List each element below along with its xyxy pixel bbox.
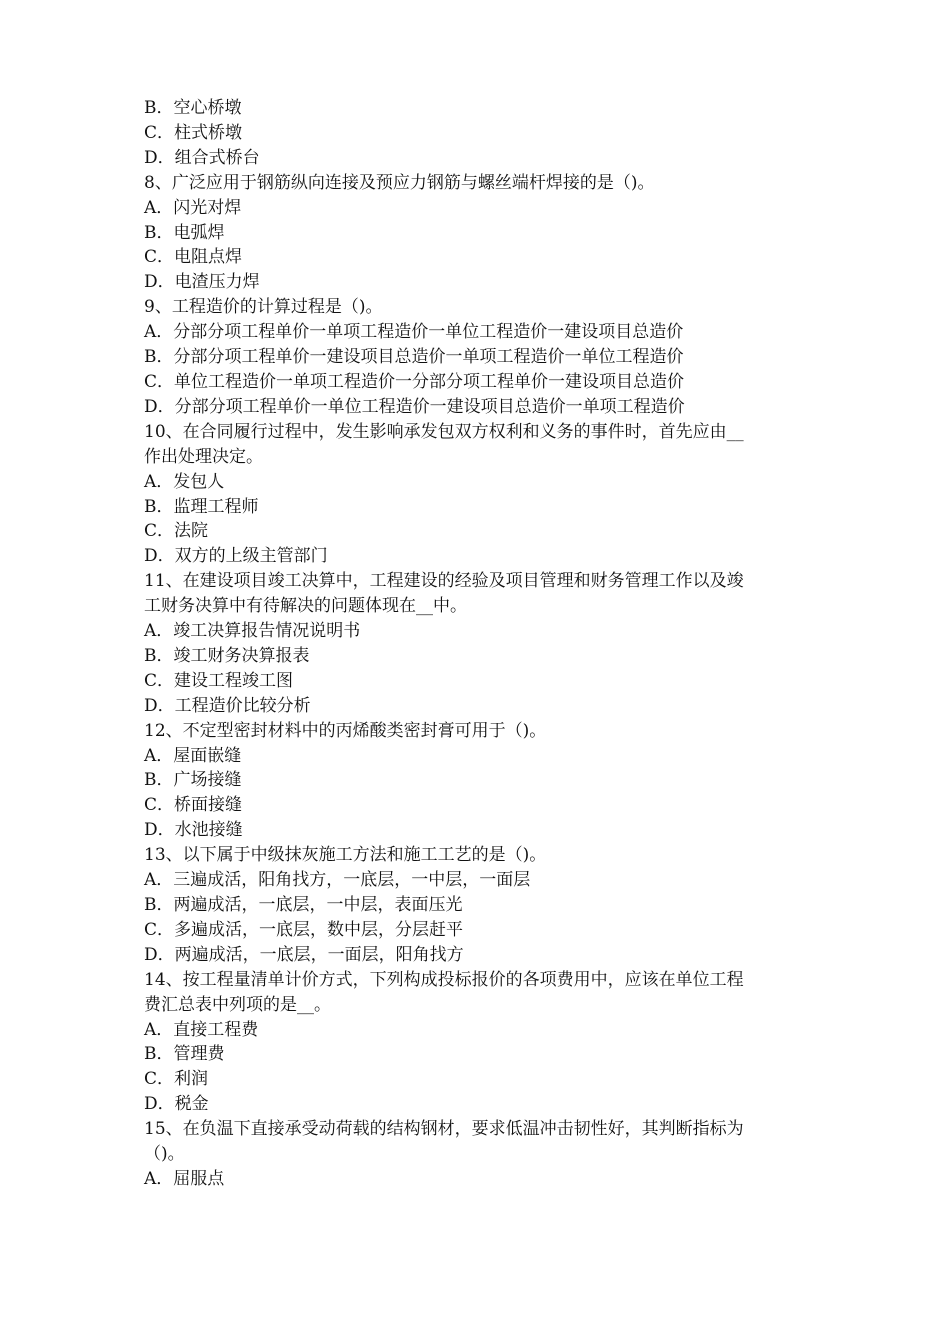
option-11b: B．竣工财务决算报表 [144,645,310,666]
option-13a: A．三遍成活，阳角找方，一底层，一中层，一面层 [144,870,531,891]
question-11-line-2: 工财务决算中有待解决的问题体现在__中。 [144,596,467,617]
question-15-line-1: 15、在负温下直接承受动荷载的结构钢材，要求低温冲击韧性好，其判断指标为 [144,1119,744,1140]
question-8: 8、广泛应用于钢筋纵向连接及预应力钢筋与螺丝端杆焊接的是（)。 [144,172,655,193]
option-9a: A．分部分项工程单价一单项工程造价一单位工程造价一建设项目总造价 [144,322,684,343]
option-9b: B．分部分项工程单价一建设项目总造价一单项工程造价一单位工程造价 [144,347,684,368]
option-10d: D．双方的上级主管部门 [144,546,328,567]
option-10b: B．监理工程师 [144,496,259,517]
option-10c: C．法院 [144,521,209,542]
question-12: 12、不定型密封材料中的丙烯酸类密封膏可用于（)。 [144,720,547,741]
option-8d: D．电渣压力焊 [144,272,260,293]
question-15-line-2: （)。 [144,1144,185,1165]
option-7d: D．组合式桥台 [144,147,260,168]
option-13d: D．两遍成活，一底层，一面层，阳角找方 [144,944,464,965]
question-10-line-1: 10、在合同履行过程中，发生影响承发包双方权利和义务的事件时，首先应由__ [144,421,744,442]
document-page [144,96,810,1192]
option-11c: C．建设工程竣工图 [144,670,294,691]
option-8b: B．电弧焊 [144,222,225,243]
option-12d: D．水池接缝 [144,820,243,841]
option-10a: A．发包人 [144,471,225,492]
question-14-line-1: 14、按工程量清单计价方式，下列构成投标报价的各项费用中，应该在单位工程 [144,969,744,990]
option-14c: C．利润 [144,1069,209,1090]
question-14-line-2: 费汇总表中列项的是__。 [144,994,331,1015]
option-14a: A．直接工程费 [144,1019,259,1040]
question-11-line-1: 11、在建设项目竣工决算中，工程建设的经验及项目管理和财务管理工作以及竣 [144,571,744,592]
option-9d: D．分部分项工程单价一单位工程造价一建设项目总造价一单项工程造价 [144,396,685,417]
option-11d: D．工程造价比较分析 [144,695,311,716]
option-13c: C．多遍成活，一底层，数中层，分层赶平 [144,919,464,940]
option-12c: C．桥面接缝 [144,795,243,816]
option-14b: B．管理费 [144,1044,225,1065]
option-11a: A．竣工决算报告情况说明书 [144,621,361,642]
question-9: 9、工程造价的计算过程是（)。 [144,297,383,318]
option-14d: D．税金 [144,1094,209,1115]
option-12a: A．屋面嵌缝 [144,745,242,766]
option-13b: B．两遍成活，一底层，一中层，表面压光 [144,895,463,915]
option-8c: C．电阻点焊 [144,247,243,268]
option-7b: B．空心桥墩 [144,98,242,118]
question-13: 13、以下属于中级抹灰施工方法和施工工艺的是（)。 [144,845,547,866]
option-7c: C．柱式桥墩 [144,122,243,143]
question-10-line-2: 作出处理决定。 [144,446,263,467]
option-9c: C．单位工程造价一单项工程造价一分部分项工程单价一建设项目总造价 [144,371,685,392]
option-15a: A．屈服点 [144,1168,225,1189]
option-8a: A．闪光对焊 [144,197,242,218]
option-12b: B．广场接缝 [144,770,242,791]
